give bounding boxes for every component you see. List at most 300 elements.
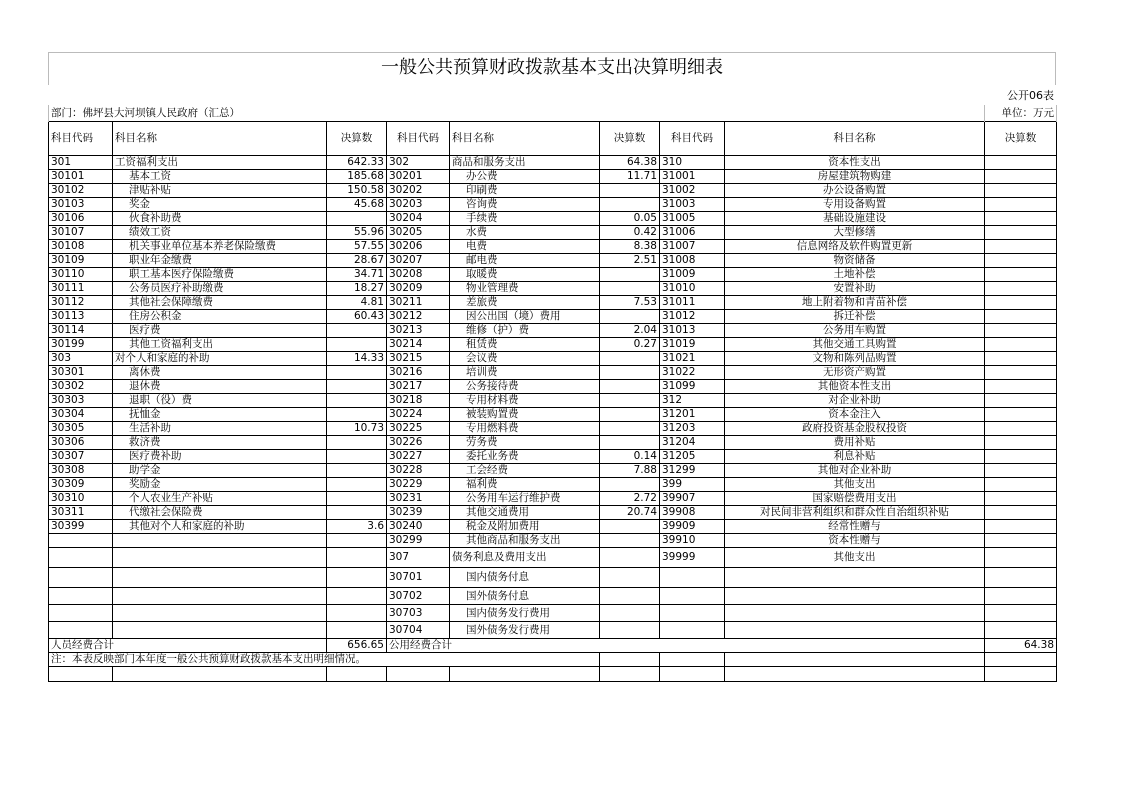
amount-cell: 0.05 [600,212,660,226]
amount-cell: 4.81 [327,296,387,310]
amount-cell [327,492,387,506]
name-cell: 办公费 [450,170,600,184]
code-cell: 31013 [660,324,725,338]
code-cell: 30214 [387,338,450,352]
code-cell [49,568,113,588]
name-cell: 其他交通工具购置 [725,338,985,352]
amount-cell [327,622,387,639]
amount-cell [327,478,387,492]
unit-label: 单位：万元 [985,105,1057,122]
name-cell [113,568,327,588]
code-cell: 30305 [49,422,113,436]
amount-cell [600,366,660,380]
code-cell: 30211 [387,296,450,310]
name-cell [113,588,327,605]
amount-cell [327,464,387,478]
name-cell: 国家赔偿费用支出 [725,492,985,506]
name-cell: 物资储备 [725,254,985,268]
table-row [49,478,1057,492]
amount-cell [600,436,660,450]
name-cell [725,588,985,605]
name-cell: 国内债务发行费用 [450,605,600,622]
empty-cell [725,667,985,682]
code-cell: 30703 [387,605,450,622]
code-cell: 31021 [660,352,725,366]
table-row [49,588,1057,605]
name-cell: 差旅费 [450,296,600,310]
code-cell [660,605,725,622]
name-cell: 土地补偿 [725,268,985,282]
name-cell: 费用补贴 [725,436,985,450]
name-cell: 助学金 [113,464,327,478]
amount-cell [985,534,1057,548]
name-cell: 水费 [450,226,600,240]
header-code-2: 科目代码 [387,122,450,156]
amount-cell [985,226,1057,240]
amount-cell [600,408,660,422]
code-cell [660,568,725,588]
header-name-1: 科目名称 [113,122,327,156]
report-title: 一般公共预算财政拨款基本支出决算明细表 [48,52,1056,85]
amount-cell: 2.51 [600,254,660,268]
amount-cell [327,588,387,605]
note-filler [660,653,725,667]
empty-cell [660,667,725,682]
amount-cell: 642.33 [327,156,387,170]
amount-cell [327,380,387,394]
name-cell: 取暖费 [450,268,600,282]
amount-cell [985,338,1057,352]
name-cell: 工资福利支出 [113,156,327,170]
amount-cell: 64.38 [600,156,660,170]
code-cell: 30205 [387,226,450,240]
code-cell: 30212 [387,310,450,324]
name-cell: 绩效工资 [113,226,327,240]
code-cell: 39907 [660,492,725,506]
code-cell: 30299 [387,534,450,548]
code-cell: 30702 [387,588,450,605]
code-cell: 31203 [660,422,725,436]
amount-cell [985,212,1057,226]
public-total-label: 公用经费合计 [387,639,985,653]
code-cell: 30225 [387,422,450,436]
name-cell: 奖励金 [113,478,327,492]
code-cell [49,534,113,548]
name-cell: 专用材料费 [450,394,600,408]
amount-cell [985,588,1057,605]
code-cell: 30307 [49,450,113,464]
table-row [49,534,1057,548]
amount-cell [327,366,387,380]
code-cell: 31011 [660,296,725,310]
empty-cell [387,667,450,682]
amount-cell [600,568,660,588]
note-filler [600,653,660,667]
code-cell [49,588,113,605]
code-cell: 302 [387,156,450,170]
name-cell: 伙食补助费 [113,212,327,226]
name-cell: 委托业务费 [450,450,600,464]
amount-cell [327,338,387,352]
name-cell: 其他对企业补助 [725,464,985,478]
table-row [49,464,1057,478]
name-cell: 电费 [450,240,600,254]
amount-cell: 185.68 [327,170,387,184]
code-cell: 30113 [49,310,113,324]
amount-cell [985,408,1057,422]
code-cell: 30114 [49,324,113,338]
name-cell: 咨询费 [450,198,600,212]
name-cell: 其他交通费用 [450,506,600,520]
name-cell: 无形资产购置 [725,366,985,380]
name-cell: 被装购置费 [450,408,600,422]
code-cell: 30224 [387,408,450,422]
empty-cell [985,667,1057,682]
amount-cell [327,212,387,226]
name-cell: 其他资本性支出 [725,380,985,394]
amount-cell: 10.73 [327,422,387,436]
amount-cell: 7.53 [600,296,660,310]
name-cell: 手续费 [450,212,600,226]
amount-cell [985,394,1057,408]
code-cell: 30227 [387,450,450,464]
table-row [49,380,1057,394]
name-cell: 资本金注入 [725,408,985,422]
amount-cell [985,324,1057,338]
code-cell: 307 [387,548,450,568]
code-cell: 30218 [387,394,450,408]
amount-cell [985,198,1057,212]
name-cell [113,534,327,548]
name-cell: 公务用车运行维护费 [450,492,600,506]
table-row [49,338,1057,352]
code-cell: 30110 [49,268,113,282]
header-amount-3: 决算数 [985,122,1057,156]
name-cell: 拆迁补偿 [725,310,985,324]
name-cell: 离休费 [113,366,327,380]
amount-cell: 20.74 [600,506,660,520]
amount-cell [327,568,387,588]
name-cell: 其他支出 [725,478,985,492]
amount-cell [985,352,1057,366]
name-cell: 信息网络及软件购置更新 [725,240,985,254]
name-cell: 维修（护）费 [450,324,600,338]
amount-cell: 45.68 [327,198,387,212]
table-row [49,450,1057,464]
table-row [49,282,1057,296]
header-row [49,122,1057,156]
table-row [49,408,1057,422]
name-cell: 利息补贴 [725,450,985,464]
amount-cell [600,198,660,212]
name-cell: 医疗费 [113,324,327,338]
table-row [49,310,1057,324]
amount-cell [600,394,660,408]
amount-cell: 34.71 [327,268,387,282]
table-row [49,394,1057,408]
note-row [49,653,1057,667]
code-cell: 30304 [49,408,113,422]
empty-cell [450,667,600,682]
name-cell: 对个人和家庭的补助 [113,352,327,366]
name-cell: 国内债务付息 [450,568,600,588]
table-row [49,605,1057,622]
code-cell: 39910 [660,534,725,548]
code-cell: 31002 [660,184,725,198]
code-cell: 31003 [660,198,725,212]
code-cell: 31001 [660,170,725,184]
table-row [49,548,1057,568]
table-row [49,622,1057,639]
amount-cell [985,605,1057,622]
amount-cell [600,352,660,366]
amount-cell [600,622,660,639]
statement-sheet [48,52,1056,682]
name-cell: 文物和陈列品购置 [725,352,985,366]
code-cell: 30103 [49,198,113,212]
amount-cell: 18.27 [327,282,387,296]
code-cell [49,605,113,622]
code-cell: 30399 [49,520,113,534]
code-cell: 30311 [49,506,113,520]
amount-cell [985,548,1057,568]
name-cell: 租赁费 [450,338,600,352]
amount-cell: 28.67 [327,254,387,268]
code-cell: 30239 [387,506,450,520]
amount-cell [600,520,660,534]
code-cell: 30111 [49,282,113,296]
code-cell: 31007 [660,240,725,254]
amount-cell [600,184,660,198]
amount-cell [600,268,660,282]
form-number: 公开06表 [1007,89,1054,102]
code-cell: 30231 [387,492,450,506]
code-cell: 30310 [49,492,113,506]
code-cell: 30102 [49,184,113,198]
public-total-value: 64.38 [985,639,1057,653]
name-cell: 奖金 [113,198,327,212]
name-cell: 其他社会保障缴费 [113,296,327,310]
amount-cell [600,380,660,394]
code-cell: 30213 [387,324,450,338]
amount-cell [327,605,387,622]
amount-cell [327,450,387,464]
name-cell: 因公出国（境）费用 [450,310,600,324]
header-amount-2: 决算数 [600,122,660,156]
amount-cell: 7.88 [600,464,660,478]
code-cell: 31205 [660,450,725,464]
empty-cell [49,667,113,682]
code-cell: 30207 [387,254,450,268]
table-row [49,184,1057,198]
table-row [49,254,1057,268]
code-cell: 30229 [387,478,450,492]
amount-cell: 3.6 [327,520,387,534]
name-cell [725,605,985,622]
code-cell: 30217 [387,380,450,394]
code-cell: 312 [660,394,725,408]
amount-cell [985,310,1057,324]
name-cell: 其他商品和服务支出 [450,534,600,548]
table-row [49,268,1057,282]
name-cell: 退职（役）费 [113,394,327,408]
amount-cell [985,170,1057,184]
empty-cell [600,667,660,682]
name-cell: 个人农业生产补贴 [113,492,327,506]
amount-cell [327,534,387,548]
code-cell: 31006 [660,226,725,240]
amount-cell [985,478,1057,492]
code-cell: 30701 [387,568,450,588]
table-row [49,506,1057,520]
code-cell: 31005 [660,212,725,226]
code-cell: 30107 [49,226,113,240]
code-cell: 30302 [49,380,113,394]
code-cell: 30228 [387,464,450,478]
name-cell: 税金及附加费用 [450,520,600,534]
code-cell: 399 [660,478,725,492]
code-cell: 39908 [660,506,725,520]
amount-cell: 150.58 [327,184,387,198]
personnel-total-label: 人员经费合计 [49,639,327,653]
code-cell: 30303 [49,394,113,408]
header-amount-1: 决算数 [327,122,387,156]
amount-cell: 8.38 [600,240,660,254]
name-cell: 培训费 [450,366,600,380]
amount-cell [985,380,1057,394]
name-cell [725,568,985,588]
name-cell: 生活补助 [113,422,327,436]
name-cell: 对民间非营利组织和群众性自治组织补贴 [725,506,985,520]
amount-cell [327,394,387,408]
table-row [49,198,1057,212]
name-cell: 代缴社会保险费 [113,506,327,520]
name-cell: 资本性支出 [725,156,985,170]
table-row [49,240,1057,254]
amount-cell [985,492,1057,506]
code-cell: 30202 [387,184,450,198]
code-cell: 303 [49,352,113,366]
amount-cell [600,605,660,622]
table-row [49,212,1057,226]
code-cell: 31008 [660,254,725,268]
code-cell: 30704 [387,622,450,639]
table-row [49,296,1057,310]
code-cell: 30109 [49,254,113,268]
amount-cell: 57.55 [327,240,387,254]
personnel-total-value: 656.65 [327,639,387,653]
code-cell: 30204 [387,212,450,226]
table-row [49,324,1057,338]
name-cell: 债务利息及费用支出 [450,548,600,568]
amount-cell: 11.71 [600,170,660,184]
code-cell: 30226 [387,436,450,450]
name-cell: 办公设备购置 [725,184,985,198]
table-row [49,156,1057,170]
name-cell: 医疗费补助 [113,450,327,464]
code-cell: 30208 [387,268,450,282]
name-cell: 公务用车购置 [725,324,985,338]
name-cell: 工会经费 [450,464,600,478]
name-cell: 其他支出 [725,548,985,568]
code-cell: 30309 [49,478,113,492]
name-cell [113,605,327,622]
name-cell: 公务接待费 [450,380,600,394]
amount-cell [600,478,660,492]
amount-cell [985,366,1057,380]
code-cell: 31010 [660,282,725,296]
code-cell: 30216 [387,366,450,380]
amount-cell [985,156,1057,170]
code-cell: 31201 [660,408,725,422]
amount-cell: 14.33 [327,352,387,366]
amount-cell [985,622,1057,639]
amount-cell [327,506,387,520]
name-cell: 国外债务付息 [450,588,600,605]
code-cell: 30308 [49,464,113,478]
name-cell: 基本工资 [113,170,327,184]
code-cell: 31019 [660,338,725,352]
amount-cell: 0.14 [600,450,660,464]
amount-cell [327,324,387,338]
table-row [49,422,1057,436]
name-cell: 专用燃料费 [450,422,600,436]
code-cell: 39999 [660,548,725,568]
amount-cell [985,520,1057,534]
amount-cell: 2.04 [600,324,660,338]
code-cell: 30108 [49,240,113,254]
name-cell: 退休费 [113,380,327,394]
table-row [49,352,1057,366]
table-row [49,366,1057,380]
code-cell: 30106 [49,212,113,226]
table-row [49,436,1057,450]
code-cell: 301 [49,156,113,170]
amount-cell: 0.42 [600,226,660,240]
table-row [49,520,1057,534]
name-cell: 其他对个人和家庭的补助 [113,520,327,534]
name-cell: 地上附着物和青苗补偿 [725,296,985,310]
name-cell: 住房公积金 [113,310,327,324]
name-cell: 商品和服务支出 [450,156,600,170]
code-cell: 30112 [49,296,113,310]
name-cell: 其他工资福利支出 [113,338,327,352]
amount-cell [600,422,660,436]
amount-cell [985,450,1057,464]
name-cell: 公务员医疗补助缴费 [113,282,327,296]
code-cell: 31009 [660,268,725,282]
name-cell: 职工基本医疗保险缴费 [113,268,327,282]
amount-cell [600,588,660,605]
code-cell [660,622,725,639]
amount-cell [985,282,1057,296]
name-cell: 大型修缮 [725,226,985,240]
code-cell: 30301 [49,366,113,380]
code-cell: 30101 [49,170,113,184]
name-cell: 印刷费 [450,184,600,198]
table-row [49,492,1057,506]
amount-cell: 2.72 [600,492,660,506]
code-cell [660,588,725,605]
amount-cell [600,310,660,324]
code-cell: 30206 [387,240,450,254]
code-cell: 31022 [660,366,725,380]
code-cell: 31204 [660,436,725,450]
name-cell [113,548,327,568]
code-cell: 39909 [660,520,725,534]
amount-cell [327,408,387,422]
empty-cell [327,667,387,682]
